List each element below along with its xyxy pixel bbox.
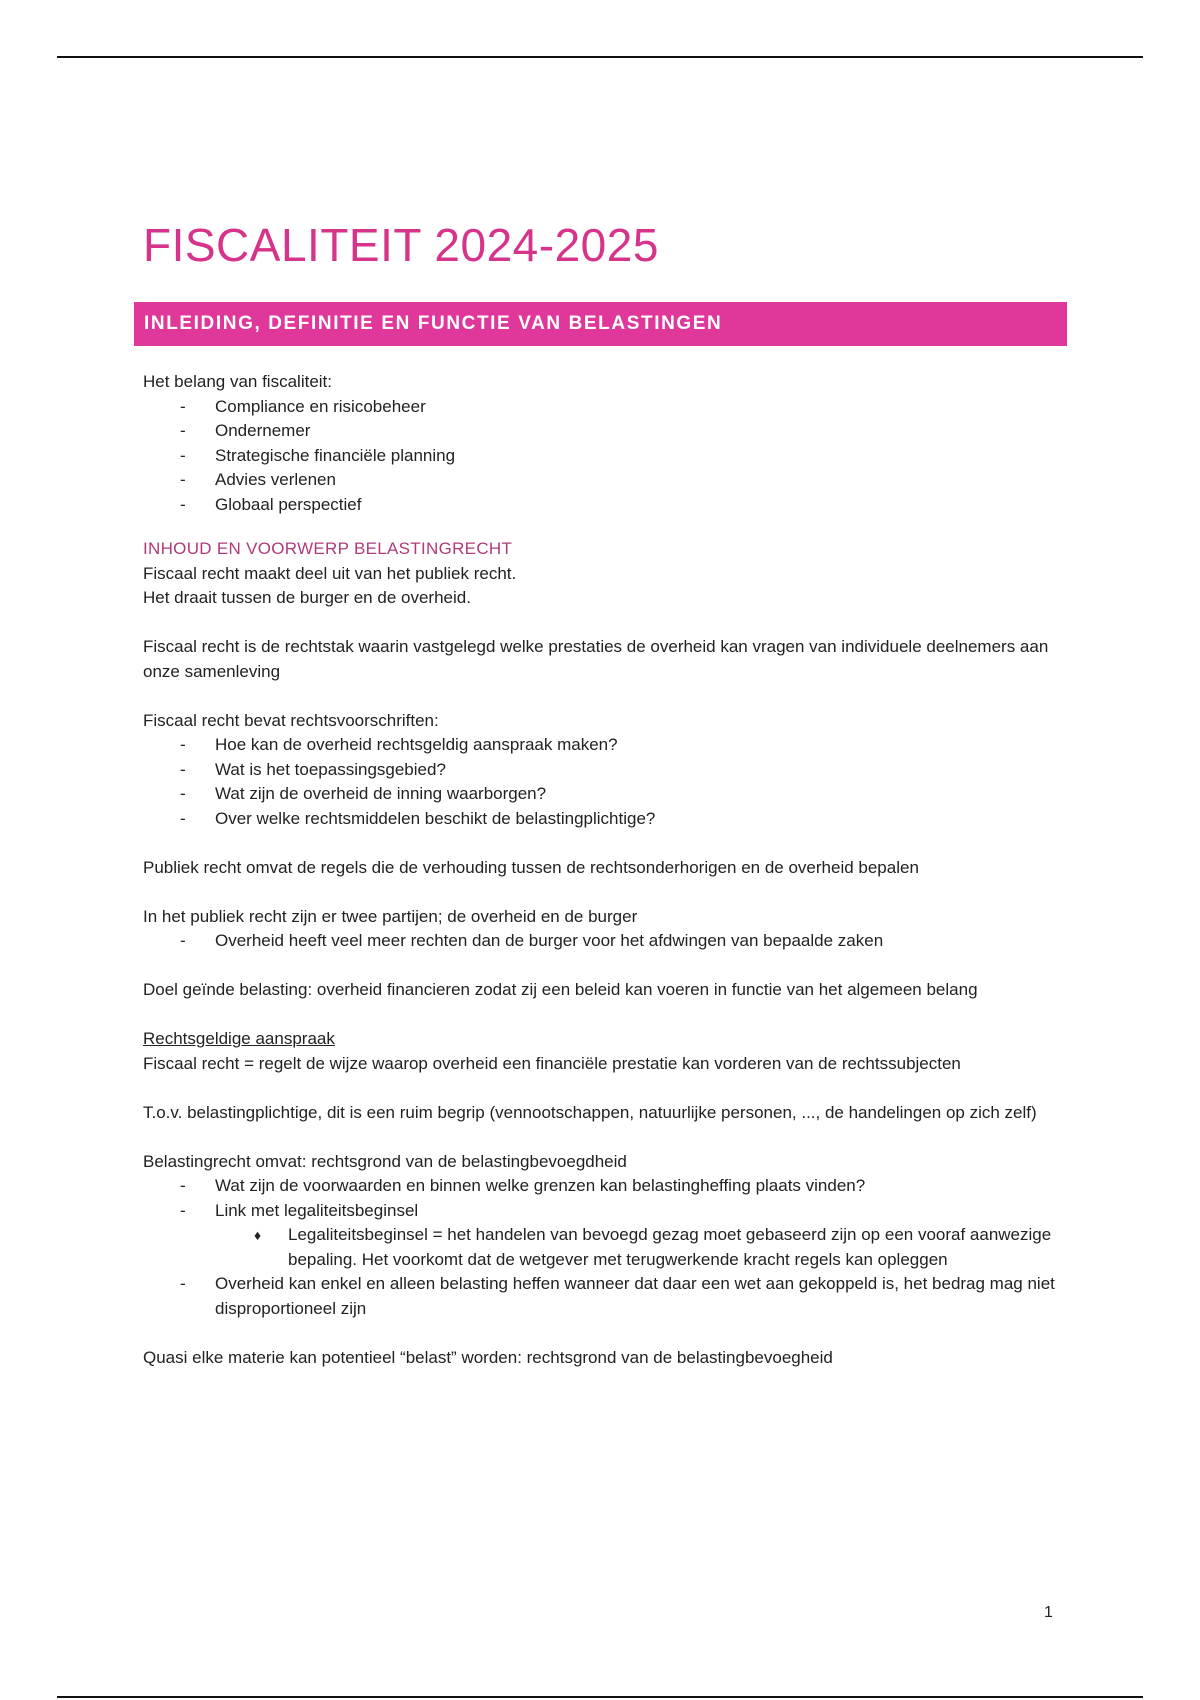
dash-marker: - [180, 759, 186, 779]
parties-list [143, 929, 1063, 954]
dash-marker: - [180, 808, 186, 828]
paragraph: Fiscaal recht maakt deel uit van het publiek recht. [143, 563, 517, 583]
dash-marker: - [180, 445, 186, 465]
paragraph: Fiscaal recht is de rechtstak waarin vastgelegd welke prestaties de overheid kan vragen van individuele deelnemers aan onze samenleving [143, 637, 1049, 681]
top-rule [57, 56, 1143, 58]
dash-marker: - [180, 735, 186, 754]
belastingrecht-list [143, 1174, 1063, 1321]
paragraph: Fiscaal recht = regelt de wijze waarop overheid een financiële prestatie kan vorderen van de rechtssubjecten [143, 1053, 961, 1073]
parties-intro: In het publiek recht zijn er twee partijen; de overheid en de burger [143, 906, 638, 926]
belastingrecht-intro: Belastingrecht omvat: rechtsgrond van de belastingbevoegdheid [143, 1151, 627, 1171]
list-item: - Overheid kan enkel en alleen belasting heffen wanneer dat daar een wet aan gekoppeld is, het bedrag mag niet disproportioneel zijn [180, 1274, 1055, 1318]
list-item: - Globaal perspectief [143, 493, 1063, 518]
list-item: - Advies verlenen [143, 468, 1063, 493]
body-text [143, 370, 1063, 1370]
list-item: - Wat zijn de overheid de inning waarborgen? [143, 782, 1063, 807]
dash-marker: - [180, 421, 186, 440]
underlined-heading: Rechtsgeldige aanspraak [143, 1029, 335, 1048]
sub-list-item: ♦ Legaliteitsbeginsel = het handelen van bevoegd gezag moet gebaseerd zijn op een vooraf aanwezige bepaling. Het voorkomt dat de wetgever met terugwerkende kracht regels kan opleggen [254, 1225, 1052, 1269]
paragraph: Quasi elke materie kan potentieel “belast” worden: rechtsgrond van de belastingbevoegheid [143, 1347, 833, 1367]
paragraph: Doel geïnde belasting: overheid financieren zodat zij een beleid kan voeren in functie van het algemeen belang [143, 980, 978, 999]
importance-intro: Het belang van fiscaliteit: [143, 372, 332, 391]
document-title: FISCALITEIT 2024-2025 [143, 219, 659, 271]
rules-list [143, 733, 1063, 831]
list-item: - Hoe kan de overheid rechtsgeldig aanspraak maken? [143, 733, 1063, 758]
list-item: - Strategische financiële planning [143, 444, 1063, 469]
paragraph: T.o.v. belastingplichtige, dit is een ruim begrip (vennootschappen, natuurlijke personen, ..., de handelingen op zich zelf) [143, 1102, 1037, 1122]
list-item: - Overheid heeft veel meer rechten dan de burger voor het afdwingen van bepaalde zaken [143, 929, 1063, 954]
dash-marker: - [180, 1176, 186, 1195]
dash-marker: - [180, 1274, 186, 1293]
list-item: - Wat is het toepassingsgebied? [143, 758, 1063, 783]
list-item: - Compliance en risicobeheer [143, 395, 1063, 420]
page-number: 1 [1044, 1604, 1053, 1621]
paragraph: Publiek recht omvat de regels die de verhouding tussen de rechtsonderhorigen en de overheid bepalen [143, 857, 919, 877]
list-item: - Wat zijn de voorwaarden en binnen welke grenzen kan belastingheffing plaats vinden? [143, 1174, 1063, 1199]
dash-marker: - [180, 494, 186, 514]
bottom-rule [57, 1696, 1143, 1698]
dash-marker: - [180, 396, 186, 416]
list-item: - Link met legaliteitsbeginsel ♦ Legaliteitsbeginsel = het handelen van bevoegd gezag moet gebaseerd zijn op een vooraf aanwezige bepaling. Het voorkomt dat de wetgever met terugwerkende kracht regels kan opleggen [143, 1199, 1063, 1273]
diamond-marker: ♦ [254, 1227, 262, 1243]
section-banner: INLEIDING, DEFINITIE EN FUNCTIE VAN BELASTINGEN [134, 302, 1067, 346]
dash-marker: - [180, 931, 186, 950]
list-item: - Over welke rechtsmiddelen beschikt de belastingplichtige? [143, 807, 1063, 832]
list-item: - Ondernemer [143, 419, 1063, 444]
sub-list [215, 1223, 1063, 1272]
dash-marker: - [180, 784, 186, 803]
importance-list [143, 395, 1063, 518]
subheading: INHOUD EN VOORWERP BELASTINGRECHT [143, 539, 513, 558]
document-body [143, 216, 1063, 1370]
rules-intro: Fiscaal recht bevat rechtsvoorschriften: [143, 710, 439, 730]
dash-marker: - [180, 470, 186, 489]
dash-marker: - [180, 1200, 186, 1220]
paragraph: Het draait tussen de burger en de overheid. [143, 588, 471, 607]
